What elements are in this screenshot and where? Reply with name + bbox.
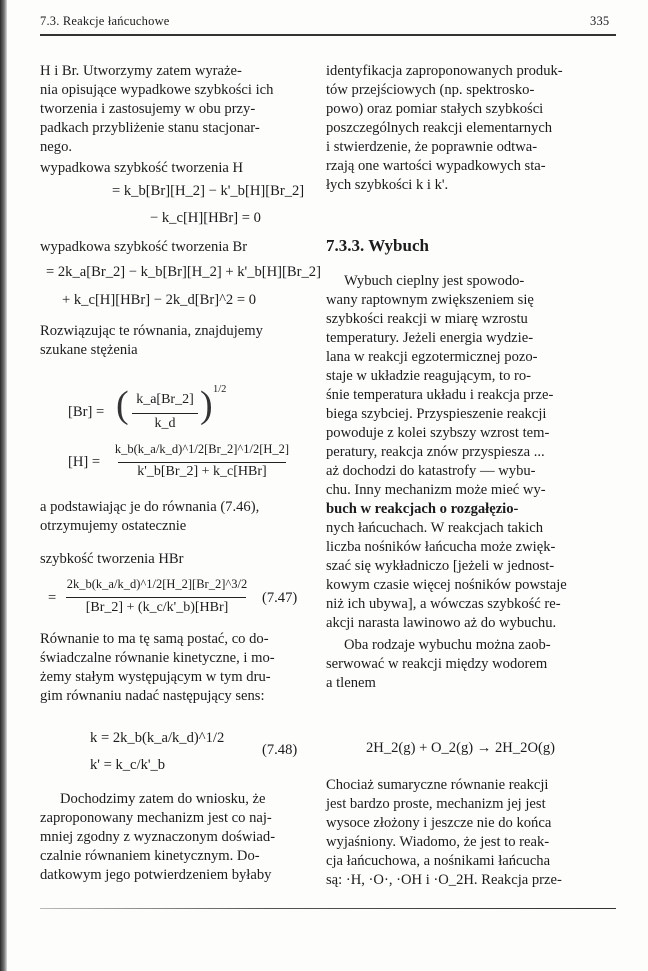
text-line: tworzenia i zastosujemy w obu przy- <box>40 101 256 117</box>
rate-br-label: wypadkowa szybkość tworzenia Br <box>40 239 248 255</box>
hbr-equals: = <box>48 590 57 606</box>
br-denominator: k_d <box>154 416 176 431</box>
hbr-numerator: 2k_b(k_a/k_d)^1/2[H_2][Br_2]^3/2 <box>66 577 248 591</box>
text-line: jest bardzo proste, mechanizm jej jest <box>326 796 546 812</box>
h-lhs: [H] = <box>68 454 101 470</box>
rate-br-eq-line1: = 2k_a[Br_2] − k_b[Br][H_2] + k'_b[H][Br_2] <box>46 264 321 280</box>
text-line: szybkości reakcji w miarę wzrostu <box>326 311 528 327</box>
running-header: 7.3. Reakcje łańcuchowe <box>40 14 170 28</box>
left-para-1 <box>40 62 302 157</box>
left-para-5 <box>40 790 302 885</box>
text-line: nych łańcuchach. W reakcjach takich <box>326 520 544 536</box>
text-line: śnie temperatura układu i reakcja prze- <box>326 387 554 403</box>
text-line: łych szybkości k i k'. <box>326 177 449 193</box>
text-line: temperatury. Jeżeli energia wydzie- <box>326 330 534 346</box>
reaction-equation: 2H_2(g) + O_2(g) → 2H_2O(g) <box>366 740 555 756</box>
text-line: staje w układzie reagującym, to ro- <box>326 368 532 384</box>
text-line: serwować w reakcji między wodorem <box>326 656 548 672</box>
footer-rule <box>40 908 616 909</box>
hbr-denominator: [Br_2] + (k_c/k'_b)[HBr] <box>85 600 229 615</box>
text-line: mniej zgodny z wyznaczonym doświad- <box>40 829 276 845</box>
right-para-3 <box>326 636 596 693</box>
text-line: nego. <box>40 139 73 155</box>
k-definition: k = 2k_b(k_a/k_d)^1/2 <box>90 730 225 746</box>
right-para-2 <box>326 272 596 633</box>
rate-br-eq-line2: + k_c[H][HBr] − 2k_d[Br]^2 = 0 <box>62 292 257 308</box>
text-line: biega szybciej. Przyspieszenie reakcji <box>326 406 547 422</box>
section-heading: 7.3.3. Wybuch <box>326 236 429 255</box>
right-para-4 <box>326 776 596 890</box>
text-line: rzają one wartości wypadkowych sta- <box>326 158 546 174</box>
h-fraction-bar <box>118 462 286 463</box>
text-line: powo) oraz pomiar stałych szybkości <box>326 101 544 117</box>
text-line: chu. Inny mechanizm może mieć wy- <box>326 482 546 498</box>
br-exponent: 1/2 <box>213 384 227 395</box>
text-line: Dochodzimy zatem do wniosku, że <box>60 791 266 807</box>
text-line: otrzymujemy ostatecznie <box>40 518 187 534</box>
text-line: świadczalne równanie kinetyczne, i mo- <box>40 650 275 666</box>
br-fraction-bar <box>132 413 198 414</box>
text-line: wysoce złożony i jeszcze nie do końca <box>326 815 552 831</box>
hbr-fraction-bar <box>66 597 246 598</box>
text-line: liczba nośników łańcucha może zwięk- <box>326 539 556 555</box>
text-line: nia opisujące wypadkowe szybkości ich <box>40 82 274 98</box>
page-spine-shadow <box>0 0 7 971</box>
text-line: Równanie to ma tę samą postać, co do- <box>40 631 269 647</box>
text-line: żemy stałym występującym w tym dru- <box>40 669 271 685</box>
text-line: wyjaśniony. Wiadomo, że jest to reak- <box>326 834 550 850</box>
rate-h-eq-line1: = k_b[Br][H_2] − k'_b[H][Br_2] <box>112 183 305 199</box>
k-prime-definition: k' = k_c/k'_b <box>90 757 166 773</box>
text-line: datkowym jego potwierdzeniem byłaby <box>40 867 272 883</box>
left-paren: ( <box>116 384 129 426</box>
left-para-2 <box>40 322 302 360</box>
text-line: kowym czasie więcej nośników powstaje <box>326 577 567 593</box>
left-para-4 <box>40 630 302 706</box>
text-line: poszczególnych reakcji elementarnych <box>326 120 553 136</box>
text-line: gim równaniu nadać następujący sens: <box>40 688 265 704</box>
text-line: Chociaż sumaryczne równanie reakcji <box>326 777 549 793</box>
text-line: cja łańcuchowa, a nośnikami łańcucha <box>326 853 551 869</box>
text-line: niż ich ubywa], a wówczas szybkość re- <box>326 596 561 612</box>
right-paren: ) <box>200 384 213 426</box>
text-line: szać się wykładniczo [jeżeli w jednost- <box>326 558 555 574</box>
text-line: identyfikacja zaproponowanych produk- <box>326 63 563 79</box>
text-line: Oba rodzaje wybuchu można zaob- <box>344 637 551 653</box>
rate-h-eq-line2: − k_c[H][HBr] = 0 <box>150 210 261 226</box>
text-line: tów przejściowych (np. spektrosko- <box>326 82 535 98</box>
h-numerator: k_b(k_a/k_d)^1/2[Br_2]^1/2[H_2] <box>114 442 290 456</box>
equation-number-7-48: (7.48) <box>262 742 298 758</box>
text-line: szukane stężenia <box>40 342 138 358</box>
h-denominator: k'_b[Br_2] + k_c[HBr] <box>137 464 267 479</box>
text-line: zaproponowany mechanizm jest co naj- <box>40 810 272 826</box>
text-line: są: ·H, ·O·, ·OH i ·O_2H. Reakcja prze- <box>326 872 562 888</box>
equation-number-7-47: (7.47) <box>262 590 298 606</box>
text-line: Rozwiązując te równania, znajdujemy <box>40 323 263 339</box>
left-para-3 <box>40 498 302 536</box>
br-numerator: k_a[Br_2] <box>136 392 194 407</box>
text-line: a tlenem <box>326 675 376 691</box>
text-line: a podstawiając je do równania (7.46), <box>40 499 260 515</box>
text-line: buch w reakcjach o rozgałęzio- <box>326 501 519 517</box>
br-lhs: [Br] = <box>68 404 105 420</box>
text-line: czalnie równaniem kinetycznym. Do- <box>40 848 260 864</box>
text-line: aż dochodzi do katastrofy — wybu- <box>326 463 536 479</box>
right-para-1 <box>326 62 596 195</box>
text-line: H i Br. Utworzymy zatem wyraże- <box>40 63 242 79</box>
text-line: wany raptownym zwiększeniem się <box>326 292 534 308</box>
header-rule <box>40 34 616 36</box>
text-line: peratury, reakcja znów przyspiesza ... <box>326 444 545 460</box>
text-line: akcji narasta lawinowo aż do wybuchu. <box>326 615 557 631</box>
text-line: padkach przybliżenie stanu stacjonar- <box>40 120 260 136</box>
rate-hbr-label: szybkość tworzenia HBr <box>40 551 184 567</box>
text-line: i stwierdzenie, że poprawnie odtwa- <box>326 139 538 155</box>
text-line: powoduje z kolei szybszy wzrost tem- <box>326 425 550 441</box>
rate-h-label: wypadkowa szybkość tworzenia H <box>40 160 244 176</box>
page-number: 335 <box>590 14 610 28</box>
text-line: Wybuch cieplny jest spowodo- <box>344 273 525 289</box>
text-line: lana w reakcji egzotermicznej pozo- <box>326 349 538 365</box>
